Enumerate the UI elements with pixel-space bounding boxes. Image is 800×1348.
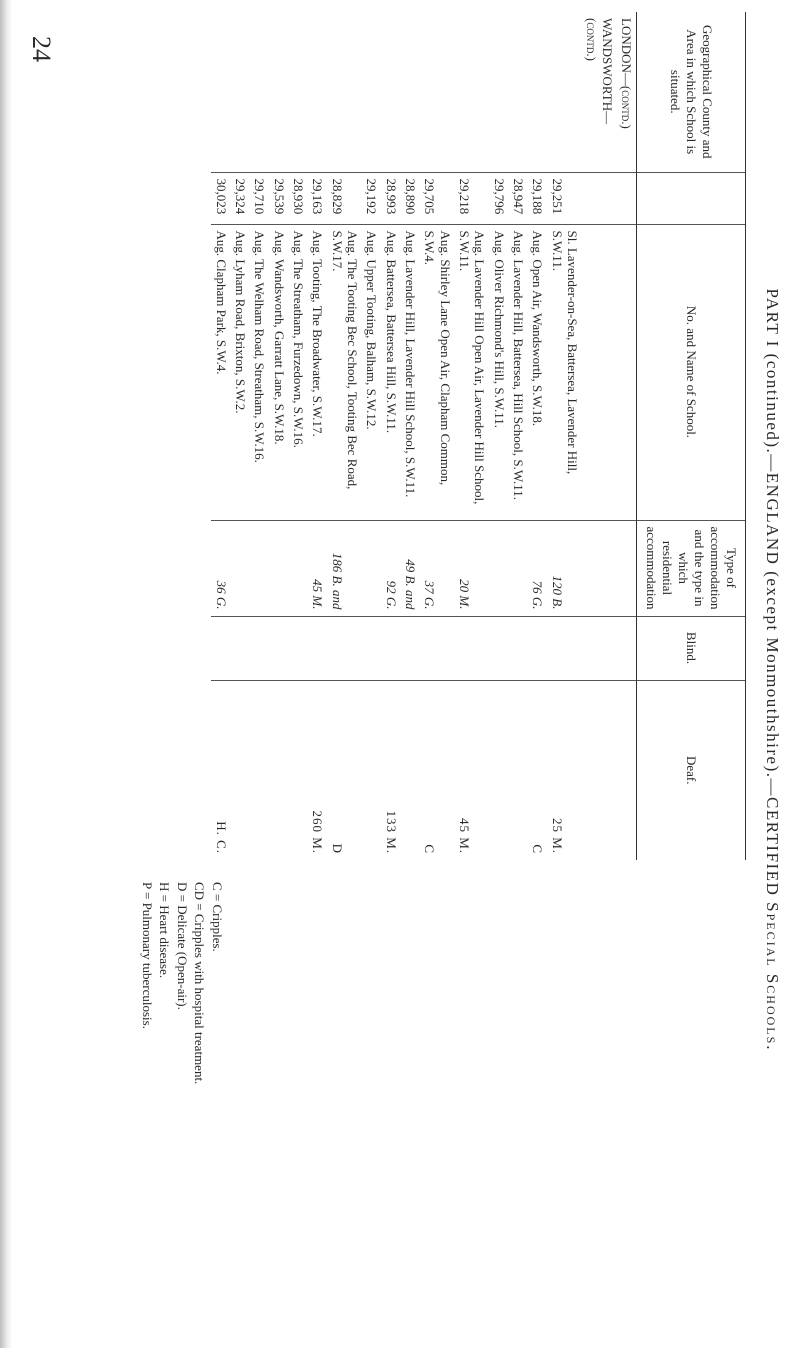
school-number: 29,705 — [420, 172, 455, 224]
group-row — [582, 12, 617, 860]
group-label: WANDSWORTH—(contd.) — [584, 18, 615, 125]
group-row — [617, 12, 637, 860]
header-type: Type of accommodation and the type in which residential accommodation — [637, 520, 746, 616]
places-entry: 36 G. — [211, 520, 230, 616]
places-entry: 45 M. — [308, 520, 327, 616]
legend-item: P = Pulmonary tuberculosis. — [139, 882, 155, 1029]
places-entry: 120 B. — [547, 520, 582, 616]
legend-item: CD = Cripples with hospital treatment. — [192, 882, 208, 1085]
school-name: Aug. Lavender Hill, Battersea, Hill School, S.W.11. — [509, 224, 528, 520]
heading-prefix: PART I (continued).—ENGLAND (except Monmouthshire).—CERTIFIED — [763, 288, 782, 897]
header-number — [637, 172, 746, 224]
school-number: 29,163 — [308, 172, 327, 224]
category-entry: 25 M. — [547, 680, 582, 860]
school-name: Aug. Lyham Road, Brixton, S.W.2. — [231, 224, 250, 520]
page-edge-shadow — [0, 0, 12, 1348]
legend-item: D = Delicate (Open-air). — [174, 882, 190, 1010]
places-entry: 49 B. and — [401, 520, 420, 616]
school-name: Aug. Oliver Richmond's Hill, S.W.11. — [489, 224, 508, 520]
category-entry: 260 M. — [308, 680, 327, 860]
table-row — [489, 12, 508, 860]
school-name: Aug. The Streatham, Furzedown, S.W.16. — [289, 224, 308, 520]
school-number: 29,192 — [362, 172, 381, 224]
table-row — [289, 12, 308, 860]
table-header-row — [637, 12, 746, 860]
places-entry: 186 B. and — [327, 520, 362, 616]
school-number: 28,890 — [401, 172, 420, 224]
places-entry: 37 G. — [420, 520, 455, 616]
table-row — [401, 12, 420, 860]
school-name: Aug. Battersea, Battersea Hill, S.W.11. — [381, 224, 400, 520]
places-entry — [547, 616, 582, 680]
header-blind: Blind. — [637, 616, 746, 680]
school-name: Aug. The Tooting Bec School, Tooting Bec Road, S.W.17. — [327, 224, 362, 520]
school-number: 29,710 — [250, 172, 269, 224]
school-number: 29,188 — [528, 172, 547, 224]
table-row — [231, 12, 250, 860]
school-name: Aug. Shirley Lane Open Air, Clapham Common, S.W.4. — [420, 224, 455, 520]
table-row — [269, 12, 288, 860]
school-number: 28,829 — [327, 172, 362, 224]
school-number: 29,218 — [455, 172, 490, 224]
school-number: 29,251 — [547, 172, 582, 224]
legend-item: C = Cripples. — [210, 882, 225, 952]
group-label: LONDON—(contd.) — [619, 18, 634, 129]
header-area: Geographical County and Area in which School is situated. — [637, 12, 746, 172]
school-number: 29,539 — [269, 172, 288, 224]
category-entry: D — [327, 680, 362, 860]
places-entry: 76 G. — [528, 520, 547, 616]
school-number: 29,324 — [231, 172, 250, 224]
schools-table — [211, 12, 746, 860]
school-name: Aug. Open Air, Wandsworth, S.W.18. — [528, 224, 547, 520]
school-name: Aug. Lavender Hill Open Air, Lavender Hill School, S.W.11. — [455, 224, 490, 520]
table-row — [528, 12, 547, 860]
table-row — [381, 12, 400, 860]
header-deaf: Deaf. — [637, 680, 746, 860]
school-number: 28,947 — [509, 172, 528, 224]
school-name: Aug. Upper Tooting, Balham, S.W.12. — [362, 224, 381, 520]
page-number: 24 — [27, 36, 56, 62]
school-number: 28,930 — [289, 172, 308, 224]
school-name: Aug. Lavender Hill, Lavender Hill School, S.W.11. — [401, 224, 420, 520]
category-entry: H. C. — [211, 680, 230, 860]
legend-item: H = Heart disease. — [157, 882, 173, 979]
places-entry: 20 M. — [455, 520, 490, 616]
rotated-page-content — [56, 12, 786, 1328]
school-name: Aug. The Welham Road, Streatham, S.W.16. — [250, 224, 269, 520]
table-row — [211, 12, 230, 860]
page-heading — [762, 12, 782, 1328]
column-key — [138, 882, 226, 1322]
school-name: Aug. Clapham Park, S.W.4. — [211, 224, 230, 520]
table-row — [362, 12, 381, 860]
table-row — [308, 12, 327, 860]
school-name: Sl. Lavender-on-Sea, Battersea, Lavender Hill, S.W.11. — [547, 224, 582, 520]
header-school: No. and Name of School. — [637, 224, 746, 520]
school-number: 29,796 — [489, 172, 508, 224]
category-entry: C — [528, 680, 547, 860]
school-number: 28,993 — [381, 172, 400, 224]
table-row — [547, 12, 582, 860]
category-entry: C — [420, 680, 455, 860]
heading-small-caps: Special Schools. — [763, 902, 782, 1052]
table-row — [420, 12, 455, 860]
table-row — [455, 12, 490, 860]
places-entry: 92 G. — [381, 520, 400, 616]
category-entry: 133 M. — [381, 680, 400, 860]
school-number: 30,023 — [211, 172, 230, 224]
school-name: Aug. Wandsworth, Garratt Lane, S.W.18. — [269, 224, 288, 520]
school-name: Aug. Tooting, The Broadwater, S.W.17. — [308, 224, 327, 520]
table-row — [250, 12, 269, 860]
category-entry: 45 M. — [455, 680, 490, 860]
table-row — [509, 12, 528, 860]
table-row — [327, 12, 362, 860]
